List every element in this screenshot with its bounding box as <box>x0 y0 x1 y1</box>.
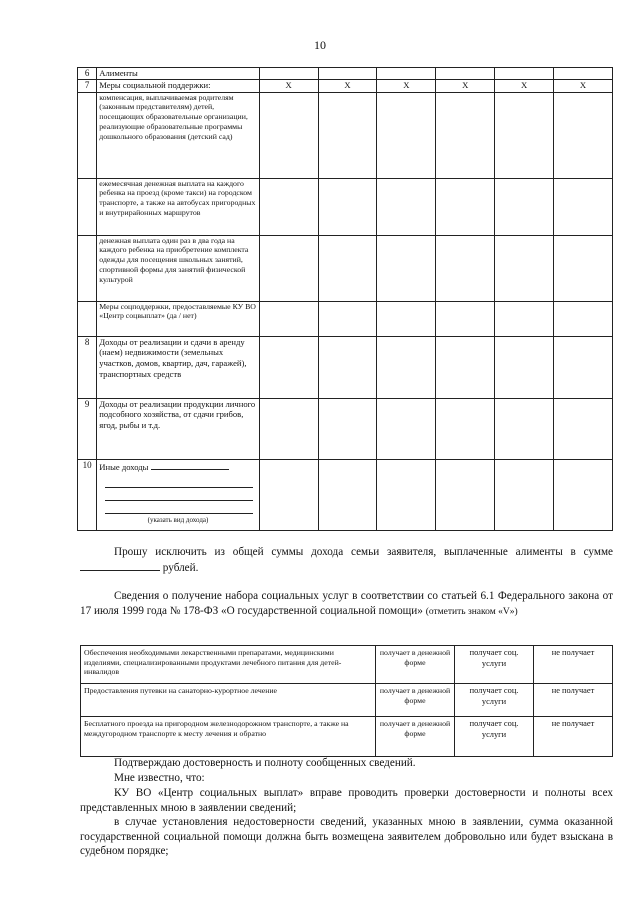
clause-checks <box>80 786 613 815</box>
fill-line[interactable] <box>105 475 252 488</box>
row-number: 6 <box>78 68 97 80</box>
row-number: 7 <box>78 80 97 92</box>
services-intro-note: (отметить знаком «V») <box>425 606 518 617</box>
clause-1-text: КУ ВО «Центр социальных выплат» вправе проводить проверки достоверности и полноты всех представленных мною в заявлении сведений; <box>80 787 613 814</box>
row-label: Доходы от реализации и сдачи в аренду (наем) недвижимости (земельных участков, домов, квартир, дач, гаражей), транспортных средств <box>97 336 259 398</box>
option-service[interactable]: получает соц. услуги <box>455 717 534 757</box>
row-label: Иные доходы <box>99 461 149 472</box>
row-label: Меры социальной поддержки: <box>97 80 259 92</box>
x-mark: X <box>462 80 469 91</box>
x-mark: X <box>403 80 410 91</box>
option-none[interactable]: не получает <box>534 684 613 717</box>
table-row <box>81 646 613 684</box>
table-row <box>78 92 613 178</box>
option-none[interactable]: не получает <box>534 717 613 757</box>
table-row <box>78 68 613 80</box>
services-intro <box>80 589 613 619</box>
service-name: Обеспечения необходимыми лекарственными препаратами, медицинскими изделиями, специализированными продуктами лечебного питания для детей-инвалидов <box>81 646 376 684</box>
table-row <box>81 717 613 757</box>
services-intro-text: Сведения о получение набора социальных услуг в соответствии со статьей 6.1 Федерального закона от 17 июля 1999 года № 178-ФЗ «О государственной социальной помощи» <box>80 590 613 617</box>
sub-label: денежная выплата один раз в два года на каждого ребенка на приобретение комплекта одежды для посещения школьных занятий, спортивной формы для занятий физической культурой <box>97 235 259 301</box>
option-service[interactable]: получает соц. услуги <box>455 684 534 717</box>
table-row <box>78 336 613 398</box>
table-row <box>78 398 613 459</box>
x-mark: X <box>344 80 351 91</box>
aware-heading <box>80 771 613 786</box>
row-label: Доходы от реализации продукции личного подсобного хозяйства, от сдачи грибов, ягод, рыбы и т.д. <box>97 398 259 459</box>
option-service[interactable]: получает соц. услуги <box>455 646 534 684</box>
x-mark: X <box>285 80 292 91</box>
amount-blank[interactable] <box>80 560 160 571</box>
row-number: 8 <box>78 336 97 398</box>
aware-text: Мне известно, что: <box>114 772 205 784</box>
option-none[interactable]: не получает <box>534 646 613 684</box>
sub-label: Меры соцподдержки, предоставляемые КУ ВО «Центр соцвыплат» (да / нет) <box>97 301 259 336</box>
service-name: Бесплатного проезда на пригородном железнодорожном транспорте, а также на междугородном транспорте к месту лечения и обратно <box>81 717 376 757</box>
fill-line[interactable] <box>151 460 229 470</box>
fill-line[interactable] <box>105 488 252 501</box>
fill-line[interactable] <box>105 501 252 514</box>
alimony-request <box>80 545 613 575</box>
row-number: 9 <box>78 398 97 459</box>
option-cash[interactable]: получает в денежной форме <box>376 717 455 757</box>
table-row <box>78 235 613 301</box>
services-table <box>80 645 613 757</box>
fill-hint: (указать вид дохода) <box>147 516 209 525</box>
confirm-statement <box>80 756 613 771</box>
option-cash[interactable]: получает в денежной форме <box>376 646 455 684</box>
alimony-unit: рублей. <box>162 561 199 574</box>
table-row <box>78 178 613 235</box>
row-number: 10 <box>78 459 97 530</box>
page-number: 10 <box>314 38 326 52</box>
row-label: Алименты <box>97 68 259 80</box>
service-name: Предоставления путевки на санаторно-курортное лечение <box>81 684 376 717</box>
income-table <box>77 67 613 531</box>
table-row <box>81 684 613 717</box>
table-row <box>78 80 613 92</box>
sub-label: ежемесячная денежная выплата на каждого ребенка на проезд (кроме такси) на городском транспорте, а также на автобусах пригородных и внутрирайонных маршрутов <box>97 178 259 235</box>
x-mark: X <box>521 80 528 91</box>
clause-refund <box>80 815 613 859</box>
option-cash[interactable]: получает в денежной форме <box>376 684 455 717</box>
table-row <box>78 459 613 530</box>
sub-label: компенсация, выплачиваемая родителям (законным представителям) детей, посещающих образовательные организации, реализующие образовательные программы дошкольного образования (детский сад) <box>97 92 259 178</box>
clause-2-text: в случае установления недостоверности сведений, указанных мною в заявлении, сумма оказанной государственной социальной помощи должна быть возмещена заявителем добровольно или будет взыскана в судебном порядке; <box>80 816 613 857</box>
table-row <box>78 301 613 336</box>
x-mark: X <box>579 80 587 91</box>
confirm-text: Подтверждаю достоверность и полноту сообщенных сведений. <box>114 757 416 769</box>
alimony-text: Прошу исключить из общей суммы дохода семьи заявителя, выплаченные алименты в сумме <box>114 546 613 558</box>
